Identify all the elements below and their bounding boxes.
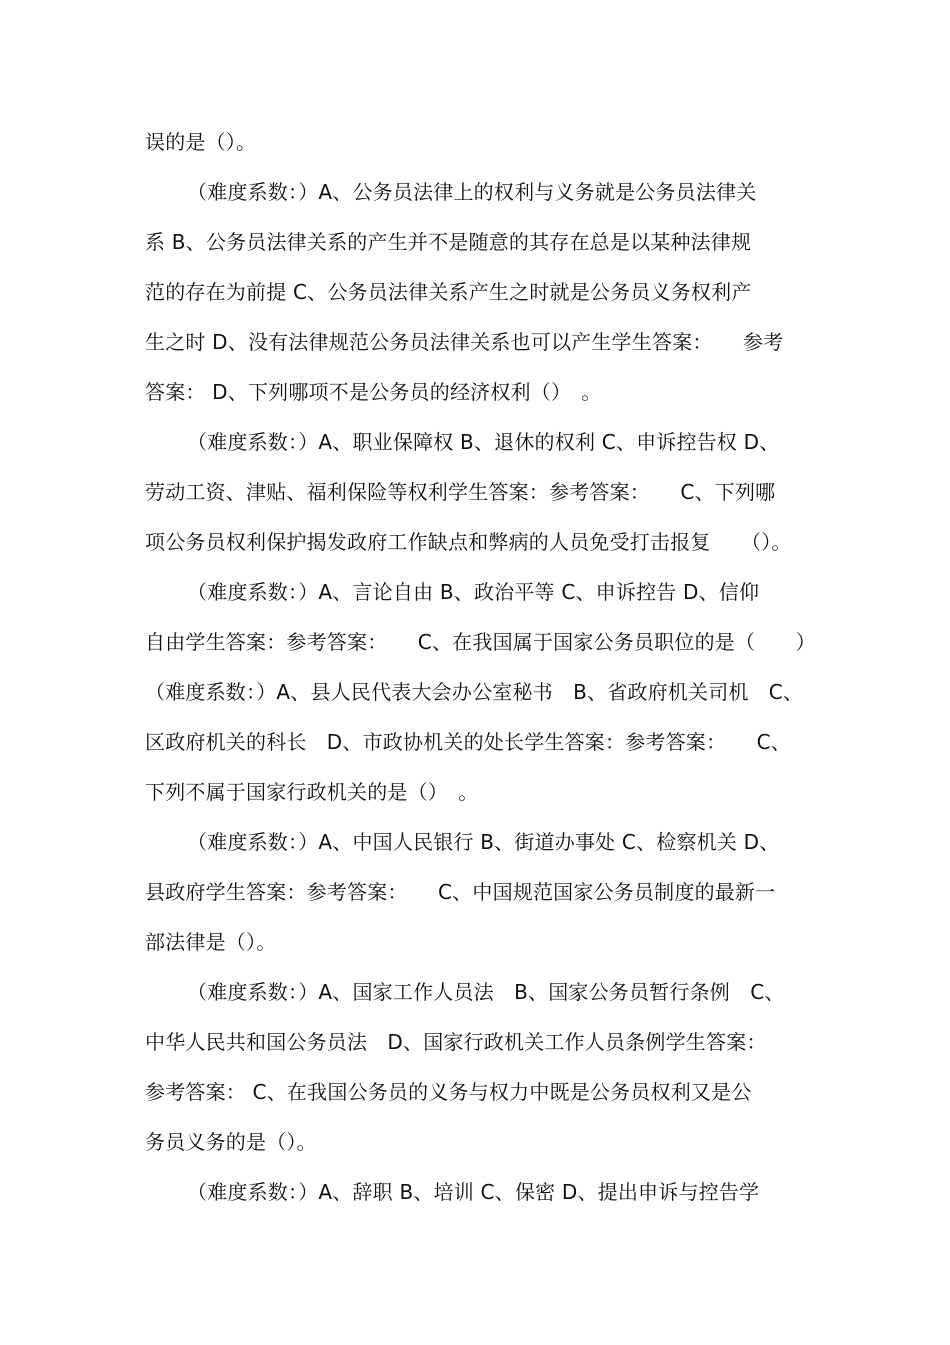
text-line: （难度系数：）A、言论自由 B、政治平等 C、申诉控告 D、信仰 — [187, 580, 760, 604]
text-line: 务员义务的是（）。 — [145, 1130, 317, 1154]
text-line: 范的存在为前提 C、公务员法律关系产生之时就是公务员义务权利产 — [145, 280, 752, 304]
text-line: 项公务员权利保护揭发政府工作缺点和弊病的人员免受打击报复 （）。 — [145, 530, 792, 554]
text-line: 误的是（）。 — [145, 130, 257, 154]
text-line: 答案： D、下列哪项不是公务员的经济权利（） 。 — [145, 380, 602, 404]
text-line: （难度系数：）A、职业保障权 B、退休的权利 C、申诉控告权 D、 — [187, 430, 780, 454]
text-line: 中华人民共和国公务员法 D、国家行政机关工作人员条例学生答案： — [145, 1030, 767, 1054]
text-line: （难度系数：）A、县人民代表大会办公室秘书 B、省政府机关司机 C、 — [145, 680, 804, 704]
text-line: 劳动工资、津贴、福利保险等权利学生答案：参考答案： C、下列哪 — [145, 480, 776, 504]
text-line: 参考答案： C、在我国公务员的义务与权力中既是公务员权利又是公 — [145, 1080, 752, 1104]
text-line: （难度系数：）A、公务员法律上的权利与义务就是公务员法律关 — [187, 180, 757, 204]
text-line: 系 B、公务员法律关系的产生并不是随意的其存在总是以某种法律规 — [145, 230, 752, 254]
text-line: 自由学生答案：参考答案： C、在我国属于国家公务员职位的是（ ） — [145, 630, 816, 654]
text-line: 区政府机关的科长 D、市政协机关的处长学生答案：参考答案： C、 — [145, 730, 791, 754]
text-line: （难度系数：）A、中国人民银行 B、街道办事处 C、检察机关 D、 — [187, 830, 780, 854]
text-line: 部法律是（）。 — [145, 930, 277, 954]
text-line: （难度系数：）A、国家工作人员法 B、国家公务员暂行条例 C、 — [187, 980, 785, 1004]
text-line: 生之时 D、没有法律规范公务员法律关系也可以产生学生答案： 参考 — [145, 330, 784, 354]
text-line: 县政府学生答案：参考答案： C、中国规范国家公务员制度的最新一 — [145, 880, 776, 904]
text-line: （难度系数：）A、辞职 B、培训 C、保密 D、提出申诉与控告学 — [187, 1180, 760, 1204]
text-line: 下列不属于国家行政机关的是（） 。 — [145, 780, 479, 804]
